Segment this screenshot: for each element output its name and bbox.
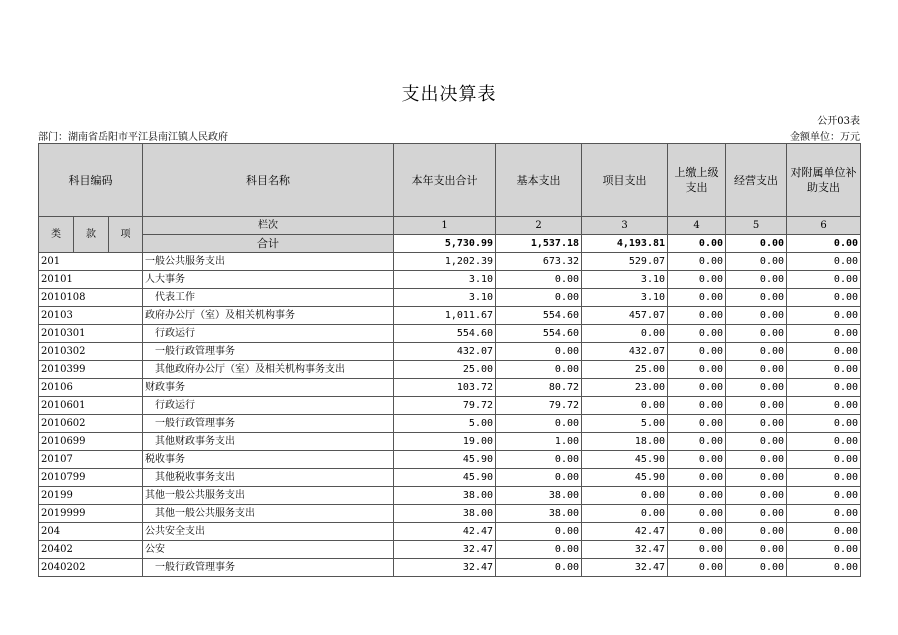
row-name: 财政事务 bbox=[143, 379, 394, 397]
row-value: 0.00 bbox=[668, 289, 726, 307]
row-value: 0.00 bbox=[668, 253, 726, 271]
row-value: 0.00 bbox=[726, 469, 787, 487]
col-num-5: 5 bbox=[726, 217, 787, 235]
row-value: 0.00 bbox=[668, 505, 726, 523]
row-value: 0.00 bbox=[787, 559, 861, 577]
header-project: 项目支出 bbox=[582, 144, 668, 217]
row-value: 0.00 bbox=[726, 505, 787, 523]
row-value: 554.60 bbox=[496, 325, 582, 343]
row-name: 一般公共服务支出 bbox=[143, 253, 394, 271]
row-value: 0.00 bbox=[787, 505, 861, 523]
total-value: 5,730.99 bbox=[394, 235, 496, 253]
table-row bbox=[39, 325, 861, 343]
header-subsidy: 对附属单位补助支出 bbox=[787, 144, 861, 217]
row-value: 457.07 bbox=[582, 307, 668, 325]
total-label: 合计 bbox=[143, 235, 394, 253]
row-value: 0.00 bbox=[726, 451, 787, 469]
row-value: 0.00 bbox=[787, 379, 861, 397]
total-row bbox=[39, 235, 861, 253]
row-value: 0.00 bbox=[668, 415, 726, 433]
row-value: 0.00 bbox=[726, 253, 787, 271]
row-value: 0.00 bbox=[787, 541, 861, 559]
row-value: 0.00 bbox=[787, 487, 861, 505]
row-value: 0.00 bbox=[496, 469, 582, 487]
table-row bbox=[39, 289, 861, 307]
row-value: 0.00 bbox=[668, 487, 726, 505]
col-num-1: 1 bbox=[394, 217, 496, 235]
header-kuan: 款 bbox=[74, 217, 109, 253]
row-value: 19.00 bbox=[394, 433, 496, 451]
total-value: 0.00 bbox=[668, 235, 726, 253]
table-row bbox=[39, 415, 861, 433]
row-value: 3.10 bbox=[582, 289, 668, 307]
header-business: 经营支出 bbox=[726, 144, 787, 217]
row-value: 0.00 bbox=[496, 415, 582, 433]
row-value: 5.00 bbox=[394, 415, 496, 433]
row-value: 432.07 bbox=[394, 343, 496, 361]
table-row bbox=[39, 559, 861, 577]
row-name: 其他政府办公厅（室）及相关机构事务支出 bbox=[143, 361, 394, 379]
row-value: 0.00 bbox=[787, 469, 861, 487]
row-name: 税收事务 bbox=[143, 451, 394, 469]
header-row bbox=[39, 144, 861, 217]
row-value: 0.00 bbox=[726, 343, 787, 361]
row-value: 0.00 bbox=[496, 541, 582, 559]
row-code: 2010601 bbox=[39, 397, 143, 415]
row-value: 432.07 bbox=[582, 343, 668, 361]
row-value: 42.47 bbox=[394, 523, 496, 541]
row-value: 0.00 bbox=[668, 523, 726, 541]
row-value: 0.00 bbox=[668, 271, 726, 289]
row-value: 0.00 bbox=[787, 433, 861, 451]
row-value: 32.47 bbox=[394, 559, 496, 577]
col-num-4: 4 bbox=[668, 217, 726, 235]
row-value: 0.00 bbox=[726, 271, 787, 289]
header-total: 本年支出合计 bbox=[394, 144, 496, 217]
header-lei: 类 bbox=[39, 217, 74, 253]
row-value: 1,202.39 bbox=[394, 253, 496, 271]
table-row bbox=[39, 541, 861, 559]
row-value: 0.00 bbox=[726, 559, 787, 577]
row-code: 20106 bbox=[39, 379, 143, 397]
row-code: 2010799 bbox=[39, 469, 143, 487]
row-value: 38.00 bbox=[394, 487, 496, 505]
row-value: 0.00 bbox=[496, 523, 582, 541]
row-code: 2010399 bbox=[39, 361, 143, 379]
total-value: 0.00 bbox=[787, 235, 861, 253]
column-number-row bbox=[39, 217, 861, 235]
row-value: 32.47 bbox=[582, 559, 668, 577]
row-value: 45.90 bbox=[394, 469, 496, 487]
row-value: 1,011.67 bbox=[394, 307, 496, 325]
row-value: 0.00 bbox=[726, 487, 787, 505]
col-num-6: 6 bbox=[787, 217, 861, 235]
row-name: 其他一般公共服务支出 bbox=[143, 487, 394, 505]
table-row bbox=[39, 451, 861, 469]
page-title: 支出决算表 bbox=[401, 84, 497, 105]
row-value: 0.00 bbox=[582, 505, 668, 523]
row-value: 79.72 bbox=[496, 397, 582, 415]
row-name: 其他一般公共服务支出 bbox=[143, 505, 394, 523]
row-value: 0.00 bbox=[726, 415, 787, 433]
row-name: 公安 bbox=[143, 541, 394, 559]
table-row bbox=[39, 487, 861, 505]
row-value: 0.00 bbox=[726, 433, 787, 451]
row-value: 45.90 bbox=[582, 451, 668, 469]
row-value: 38.00 bbox=[496, 487, 582, 505]
row-name: 其他财政事务支出 bbox=[143, 433, 394, 451]
table-row bbox=[39, 253, 861, 271]
row-value: 0.00 bbox=[726, 361, 787, 379]
row-value: 79.72 bbox=[394, 397, 496, 415]
row-code: 2019999 bbox=[39, 505, 143, 523]
row-value: 5.00 bbox=[582, 415, 668, 433]
row-value: 0.00 bbox=[668, 361, 726, 379]
row-value: 0.00 bbox=[726, 523, 787, 541]
row-code: 20107 bbox=[39, 451, 143, 469]
row-value: 0.00 bbox=[787, 397, 861, 415]
row-value: 0.00 bbox=[787, 271, 861, 289]
row-value: 0.00 bbox=[726, 397, 787, 415]
header-code: 科目编码 bbox=[39, 144, 143, 217]
table-row bbox=[39, 361, 861, 379]
header-name: 科目名称 bbox=[143, 144, 394, 217]
row-value: 0.00 bbox=[787, 523, 861, 541]
total-value: 1,537.18 bbox=[496, 235, 582, 253]
row-value: 0.00 bbox=[726, 541, 787, 559]
row-value: 80.72 bbox=[496, 379, 582, 397]
row-value: 0.00 bbox=[787, 343, 861, 361]
row-value: 0.00 bbox=[787, 415, 861, 433]
row-value: 0.00 bbox=[668, 433, 726, 451]
row-value: 0.00 bbox=[496, 289, 582, 307]
row-name: 行政运行 bbox=[143, 325, 394, 343]
row-value: 3.10 bbox=[582, 271, 668, 289]
col-num-3: 3 bbox=[582, 217, 668, 235]
row-value: 38.00 bbox=[496, 505, 582, 523]
row-value: 25.00 bbox=[582, 361, 668, 379]
row-value: 3.10 bbox=[394, 289, 496, 307]
row-value: 0.00 bbox=[668, 469, 726, 487]
table-row bbox=[39, 343, 861, 361]
unit-label: 金额单位：万元 bbox=[790, 132, 860, 143]
row-value: 0.00 bbox=[582, 397, 668, 415]
row-name: 一般行政管理事务 bbox=[143, 559, 394, 577]
row-name: 一般行政管理事务 bbox=[143, 415, 394, 433]
row-value: 0.00 bbox=[726, 307, 787, 325]
row-code: 20103 bbox=[39, 307, 143, 325]
row-name: 人大事务 bbox=[143, 271, 394, 289]
row-code: 20199 bbox=[39, 487, 143, 505]
row-value: 0.00 bbox=[668, 325, 726, 343]
row-code: 2010602 bbox=[39, 415, 143, 433]
row-value: 3.10 bbox=[394, 271, 496, 289]
col-num-2: 2 bbox=[496, 217, 582, 235]
header-xiang: 项 bbox=[109, 217, 143, 253]
row-code: 2010108 bbox=[39, 289, 143, 307]
header-upper: 上缴上级支出 bbox=[668, 144, 726, 217]
row-value: 103.72 bbox=[394, 379, 496, 397]
row-name: 一般行政管理事务 bbox=[143, 343, 394, 361]
row-value: 0.00 bbox=[582, 487, 668, 505]
row-value: 32.47 bbox=[582, 541, 668, 559]
row-value: 0.00 bbox=[496, 451, 582, 469]
row-value: 45.90 bbox=[394, 451, 496, 469]
row-value: 0.00 bbox=[668, 397, 726, 415]
department-label: 部门：湖南省岳阳市平江县南江镇人民政府 bbox=[38, 132, 228, 143]
row-code: 2010699 bbox=[39, 433, 143, 451]
row-value: 0.00 bbox=[668, 451, 726, 469]
table-row bbox=[39, 271, 861, 289]
row-value: 0.00 bbox=[668, 379, 726, 397]
row-code: 2040202 bbox=[39, 559, 143, 577]
row-value: 38.00 bbox=[394, 505, 496, 523]
row-value: 0.00 bbox=[668, 541, 726, 559]
row-code: 201 bbox=[39, 253, 143, 271]
row-value: 45.90 bbox=[582, 469, 668, 487]
row-code: 20101 bbox=[39, 271, 143, 289]
row-value: 42.47 bbox=[582, 523, 668, 541]
row-code: 2010302 bbox=[39, 343, 143, 361]
row-value: 0.00 bbox=[787, 289, 861, 307]
row-name: 行政运行 bbox=[143, 397, 394, 415]
row-value: 32.47 bbox=[394, 541, 496, 559]
row-value: 0.00 bbox=[787, 307, 861, 325]
row-name: 其他税收事务支出 bbox=[143, 469, 394, 487]
row-value: 0.00 bbox=[787, 253, 861, 271]
total-value: 0.00 bbox=[726, 235, 787, 253]
table-row bbox=[39, 469, 861, 487]
row-code: 20402 bbox=[39, 541, 143, 559]
header-lanci: 栏次 bbox=[143, 217, 394, 235]
table-row bbox=[39, 307, 861, 325]
row-value: 529.07 bbox=[582, 253, 668, 271]
row-name: 代表工作 bbox=[143, 289, 394, 307]
row-value: 1.00 bbox=[496, 433, 582, 451]
row-value: 18.00 bbox=[582, 433, 668, 451]
row-value: 0.00 bbox=[726, 289, 787, 307]
row-code: 2010301 bbox=[39, 325, 143, 343]
row-value: 673.32 bbox=[496, 253, 582, 271]
row-value: 554.60 bbox=[394, 325, 496, 343]
header-basic: 基本支出 bbox=[496, 144, 582, 217]
row-value: 554.60 bbox=[496, 307, 582, 325]
row-value: 0.00 bbox=[668, 343, 726, 361]
row-value: 0.00 bbox=[726, 379, 787, 397]
total-value: 4,193.81 bbox=[582, 235, 668, 253]
row-value: 0.00 bbox=[787, 325, 861, 343]
expenditure-table bbox=[38, 143, 861, 577]
row-name: 公共安全支出 bbox=[143, 523, 394, 541]
row-value: 0.00 bbox=[668, 559, 726, 577]
table-row bbox=[39, 523, 861, 541]
row-value: 23.00 bbox=[582, 379, 668, 397]
row-value: 0.00 bbox=[787, 451, 861, 469]
row-value: 0.00 bbox=[726, 325, 787, 343]
row-value: 0.00 bbox=[582, 325, 668, 343]
row-value: 0.00 bbox=[787, 361, 861, 379]
row-value: 0.00 bbox=[496, 361, 582, 379]
row-value: 0.00 bbox=[668, 307, 726, 325]
table-row bbox=[39, 397, 861, 415]
table-row bbox=[39, 505, 861, 523]
table-row bbox=[39, 379, 861, 397]
row-value: 0.00 bbox=[496, 559, 582, 577]
row-name: 政府办公厅（室）及相关机构事务 bbox=[143, 307, 394, 325]
row-value: 0.00 bbox=[496, 271, 582, 289]
row-value: 25.00 bbox=[394, 361, 496, 379]
row-value: 0.00 bbox=[496, 343, 582, 361]
table-row bbox=[39, 433, 861, 451]
form-number: 公开03表 bbox=[817, 116, 860, 127]
row-code: 204 bbox=[39, 523, 143, 541]
